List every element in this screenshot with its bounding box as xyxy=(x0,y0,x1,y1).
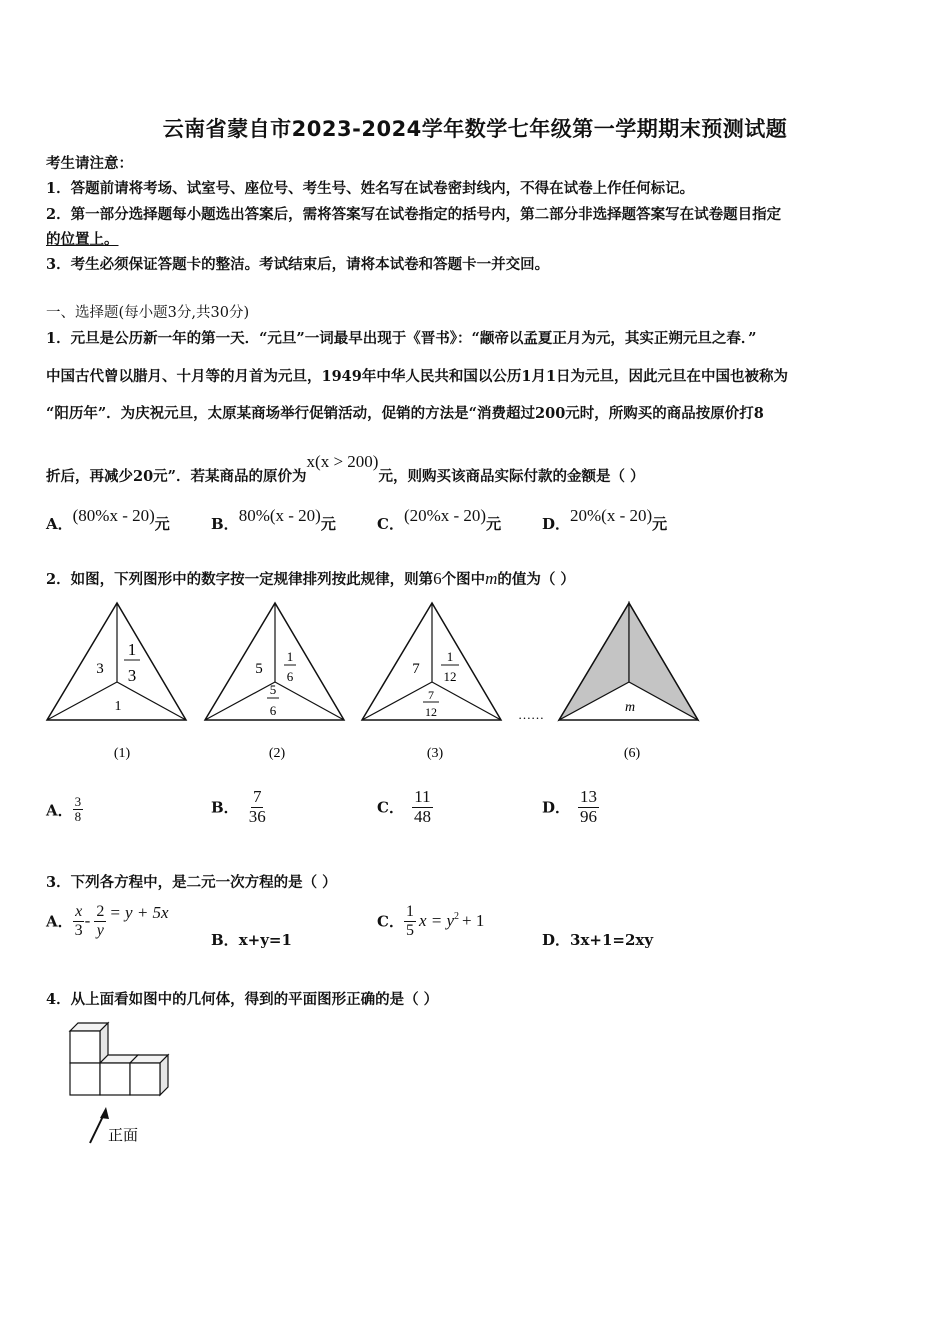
q2-fig6-caption: (6) xyxy=(623,746,641,761)
q1-line-2: 中国古代曾以腊月、十月等的月首为元旦，1949年中华人民共和国以公历1月1日为元旦，因此元旦在中国也被称为 xyxy=(46,368,789,385)
q3-stem: 3．下列各方程中，是二元一次方程的是（ ） xyxy=(46,874,337,891)
q2-stem-post: 的值为（ ） xyxy=(497,571,575,588)
q2-fig2-bottom-num: 5 xyxy=(269,682,277,697)
q2-option-b-num: 7 xyxy=(252,787,262,806)
q2-fig2-caption: (2) xyxy=(268,746,286,761)
q2-ellipsis: …… xyxy=(518,707,544,722)
q2-stem-n: 6 xyxy=(433,569,442,588)
q1-option-d-math: 20%(x - 20) xyxy=(570,506,653,525)
q2-fig3-bottom-den: 12 xyxy=(425,705,437,719)
q2-option-a-num: 3 xyxy=(74,794,82,809)
q3-option-c-frac xyxy=(404,903,416,939)
q1-option-b[interactable] xyxy=(211,506,336,534)
q4-front-label: 正面 xyxy=(108,1126,139,1144)
q2-option-c-den: 48 xyxy=(413,806,431,826)
q3-option-b-label: B． xyxy=(211,931,239,949)
q1-option-b-unit: 元 xyxy=(320,515,336,533)
q1-option-b-label: B． xyxy=(211,515,239,533)
q3-option-c-label: C． xyxy=(377,912,404,931)
q2-fig1-right-num: 1 xyxy=(127,640,137,659)
q3-option-c-sup: 2 xyxy=(454,911,460,923)
q2-fig3-right-den: 12 xyxy=(443,669,457,684)
q1-option-c[interactable] xyxy=(377,506,502,534)
notice-heading: 考生请注意： xyxy=(46,155,133,172)
q2-fig1-bottom: 1 xyxy=(114,699,122,714)
q2-stem-pre: 2．如图，下列图形中的数字按一定规律排列按此规律，则第 xyxy=(46,571,434,588)
q3-option-a-minus: - xyxy=(84,911,91,931)
q4-bottom-cube-2 xyxy=(100,1063,130,1095)
q1-option-c-math: (20%x - 20) xyxy=(403,506,487,525)
q3-option-a-frac2-den: y xyxy=(96,921,104,939)
q2-fig1-right-den: 3 xyxy=(127,666,137,685)
q2-option-c[interactable] xyxy=(377,788,433,826)
q2-option-b[interactable] xyxy=(211,788,268,826)
q3-option-a-rest: = y + 5x xyxy=(109,903,169,923)
q2-option-d-num: 13 xyxy=(580,787,598,806)
q3-option-a-label: A． xyxy=(46,912,73,931)
q2-option-b-frac xyxy=(247,788,268,826)
q1-option-d-unit: 元 xyxy=(652,515,668,533)
q1-option-a-unit: 元 xyxy=(154,515,170,533)
q3-option-c-frac-num: 1 xyxy=(405,903,414,920)
q2-option-d-frac xyxy=(578,788,599,826)
q3-option-d-text: 3x+1=2xy xyxy=(570,931,654,949)
q4-solid-figure xyxy=(62,1015,182,1150)
q2-fig2-right-den: 6 xyxy=(286,669,294,684)
q2-figures xyxy=(0,595,950,795)
q2-stem-mid: 个图中 xyxy=(441,571,486,588)
q2-option-d-den: 96 xyxy=(580,806,598,826)
q3-option-d[interactable] xyxy=(542,929,653,950)
q3-option-b-text: x+y=1 xyxy=(238,931,292,949)
q3-option-d-label: D． xyxy=(542,931,571,949)
q2-fig2-left: 5 xyxy=(255,661,263,677)
q2-fig1-caption: (1) xyxy=(113,746,131,761)
q1-option-d[interactable] xyxy=(542,506,668,534)
q3-option-a-frac2-num: 2 xyxy=(96,903,105,920)
q3-option-c[interactable] xyxy=(377,903,484,939)
q2-option-c-num: 11 xyxy=(414,787,431,806)
page-title: 云南省蒙自市2023-2024学年数学七年级第一学期期末预测试题 xyxy=(162,117,788,141)
q2-stem-var: m xyxy=(485,569,498,588)
q2-option-b-den: 36 xyxy=(248,806,266,826)
q2-fig6-bottom: m xyxy=(624,700,636,715)
q1-option-a-label: A． xyxy=(46,515,73,533)
notice-item-1: 1．答题前请将考场、试室号、座位号、考生号、姓名写在试卷密封线内，不得在试卷上作任何标记。 xyxy=(46,180,695,197)
q1-line-3: “阳历年”．为庆祝元旦，太原某商场举行促销活动，促销的方法是“消费超过200元时，所购买的商品按原价打8 xyxy=(46,405,764,422)
q1-option-a[interactable] xyxy=(46,506,170,534)
q3-option-c-frac-den: 5 xyxy=(405,921,414,939)
q2-fig3-caption: (3) xyxy=(426,746,444,761)
q1-line-1: 1．元旦是公历新一年的第一天．“元旦”一词最早出现于《晋书》：“颛帝以孟夏正月为元，其实正朔元旦之春．” xyxy=(46,330,757,347)
q4-bottom-cube-1 xyxy=(70,1063,100,1095)
q1-condition-math: x(x > 200) xyxy=(306,452,379,471)
q4-stem: 4．从上面看如图中的几何体，得到的平面图形正确的是（ ） xyxy=(46,991,439,1008)
q2-option-d-label: D． xyxy=(542,798,571,817)
q1-option-c-unit: 元 xyxy=(486,515,502,533)
q2-fig2-right-num: 1 xyxy=(286,649,294,664)
q2-option-c-label: C． xyxy=(377,798,404,817)
q2-option-a-frac xyxy=(73,795,84,825)
q3-option-b[interactable] xyxy=(211,929,292,950)
q2-option-b-label: B． xyxy=(211,798,239,817)
q2-figure-1 xyxy=(47,603,186,761)
q1-option-b-math: 80%(x - 20) xyxy=(238,506,321,525)
q1-line-4 xyxy=(46,452,645,486)
q3-option-a-frac1 xyxy=(73,903,85,939)
q2-fig1-left: 3 xyxy=(96,661,104,677)
q2-figure-6 xyxy=(559,603,698,761)
q3-option-c-rest: x = y xyxy=(418,911,455,931)
q2-stem xyxy=(46,568,575,589)
q1-option-c-label: C． xyxy=(377,515,404,533)
q2-option-d[interactable] xyxy=(542,788,599,826)
q2-fig3-bottom-num: 7 xyxy=(428,688,434,702)
q3-option-c-rest-end: + 1 xyxy=(462,911,485,931)
q3-option-a-frac1-den: 3 xyxy=(74,921,83,939)
q4-top-cube-front xyxy=(70,1031,100,1063)
q2-fig3-right-num: 1 xyxy=(446,649,454,664)
q2-fig3-left: 7 xyxy=(412,661,420,677)
section-heading: 一、选择题(每小题3分,共30分) xyxy=(46,305,250,321)
q1-option-a-math: (80%x - 20) xyxy=(72,506,155,525)
q4-bottom-cube-3 xyxy=(130,1063,160,1095)
q2-figure-3 xyxy=(362,603,501,761)
q2-option-a-label: A． xyxy=(46,801,73,820)
q4-arrow-icon xyxy=(100,1107,109,1119)
q1-option-d-label: D． xyxy=(542,515,571,533)
q2-option-a-den: 8 xyxy=(74,809,82,825)
q1-line-4-post: 元，则购买该商品实际付款的金额是（ ） xyxy=(378,468,645,485)
q2-figure-2 xyxy=(205,603,344,761)
notice-item-3: 3．考生必须保证答题卡的整洁。考试结束后，请将本试卷和答题卡一并交回。 xyxy=(46,256,550,273)
notice-item-2: 2．第一部分选择题每小题选出答案后，需将答案写在试卷指定的括号内，第二部分非选择题答案写在试卷题目指定 xyxy=(46,206,782,223)
q3-option-a-frac2 xyxy=(94,903,106,939)
q3-option-a-frac1-num: x xyxy=(75,903,83,920)
q1-line-4-pre: 折后，再减少20元”．若某商品的原价为 xyxy=(46,468,307,485)
q2-option-a[interactable] xyxy=(46,795,83,825)
notice-item-2-cont: 的位置上。 xyxy=(46,231,119,248)
q2-option-c-frac xyxy=(412,788,433,826)
q3-option-a[interactable] xyxy=(46,903,169,939)
q2-fig2-bottom-den: 6 xyxy=(269,703,277,718)
